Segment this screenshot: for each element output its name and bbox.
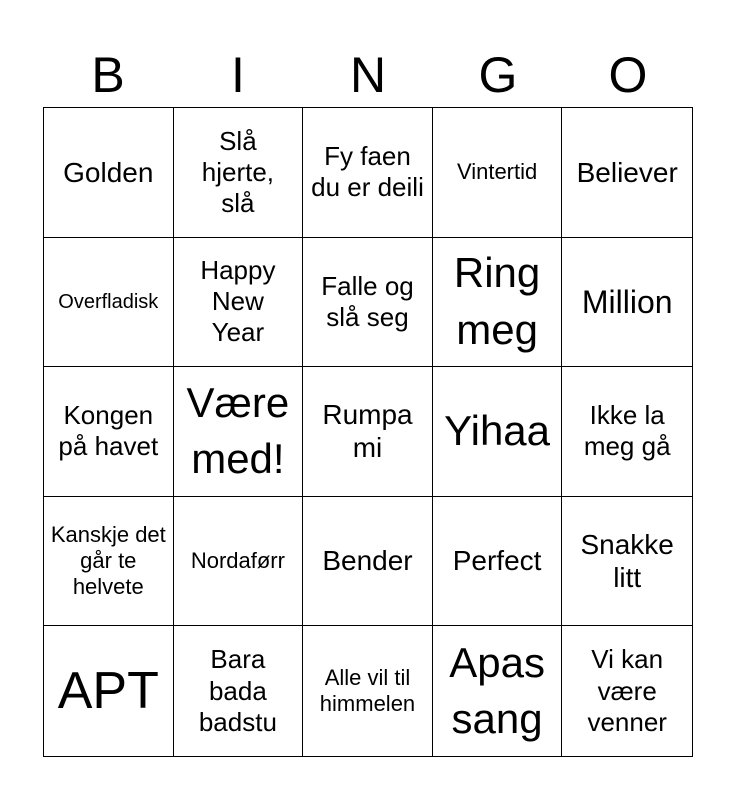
- bingo-cell[interactable]: [44, 367, 174, 497]
- header-letter-g: G: [478, 47, 518, 103]
- bingo-cell[interactable]: [174, 367, 304, 497]
- header-letter-i: I: [231, 47, 245, 103]
- cell-text: Golden: [63, 156, 154, 188]
- cell-text: Overfladisk: [58, 290, 159, 313]
- cell-text: Vintertid: [456, 159, 538, 185]
- cell-text: Snakke litt: [580, 528, 674, 594]
- cell-text: Ring meg: [453, 249, 541, 353]
- bingo-cell[interactable]: [44, 626, 174, 756]
- cell-text: Være med!: [186, 378, 290, 483]
- bingo-cell[interactable]: [433, 238, 563, 368]
- bingo-cell[interactable]: [433, 497, 563, 627]
- bingo-cell[interactable]: [562, 367, 692, 497]
- cell-text: Apas sang: [449, 638, 545, 743]
- header-letter-b: B: [91, 47, 125, 103]
- cell-text: Bara bada badstu: [198, 644, 277, 737]
- bingo-cell[interactable]: [562, 108, 692, 238]
- bingo-cell[interactable]: [303, 626, 433, 756]
- bingo-cell[interactable]: [44, 108, 174, 238]
- bingo-cell[interactable]: [433, 367, 563, 497]
- header-letter-o: O: [608, 47, 648, 103]
- bingo-cell[interactable]: [174, 108, 304, 238]
- cell-text: Nordaførr: [190, 547, 285, 573]
- bingo-header: [43, 42, 693, 108]
- cell-text: Kongen på havet: [58, 400, 159, 462]
- cell-text: Believer: [576, 156, 678, 188]
- bingo-cell[interactable]: [174, 238, 304, 368]
- cell-text: Perfect: [452, 545, 542, 577]
- bingo-cell[interactable]: [562, 238, 692, 368]
- bingo-cell[interactable]: [303, 238, 433, 368]
- cell-text: Kanskje det går te helvete: [50, 521, 166, 600]
- bingo-board: [43, 107, 693, 757]
- bingo-cell[interactable]: [44, 497, 174, 627]
- bingo-cell[interactable]: [433, 108, 563, 238]
- cell-text: Bender: [322, 545, 413, 577]
- cell-text: Ikke la meg gå: [583, 400, 671, 462]
- cell-text: Million: [581, 283, 673, 320]
- bingo-cell[interactable]: [174, 497, 304, 627]
- bingo-cell[interactable]: [44, 238, 174, 368]
- cell-text: Happy New Year: [200, 255, 276, 348]
- cell-text: APT: [57, 662, 159, 720]
- cell-text: Yihaa: [444, 407, 551, 455]
- cell-text: Rumpa mi: [322, 398, 413, 464]
- bingo-cell[interactable]: [303, 108, 433, 238]
- cell-text: Falle og slå seg: [321, 270, 414, 332]
- bingo-cell[interactable]: [303, 367, 433, 497]
- cell-text: Slå hjerte, slå: [201, 125, 275, 218]
- bingo-cell[interactable]: [433, 626, 563, 756]
- cell-text: Vi kan være venner: [587, 644, 667, 737]
- bingo-cell[interactable]: [562, 626, 692, 756]
- cell-text: Fy faen du er deili: [311, 141, 424, 203]
- bingo-cell[interactable]: [174, 626, 304, 756]
- cell-text: Alle vil til himmelen: [319, 664, 416, 717]
- bingo-cell[interactable]: [562, 497, 692, 627]
- bingo-cell[interactable]: [303, 497, 433, 627]
- header-letter-n: N: [349, 47, 387, 103]
